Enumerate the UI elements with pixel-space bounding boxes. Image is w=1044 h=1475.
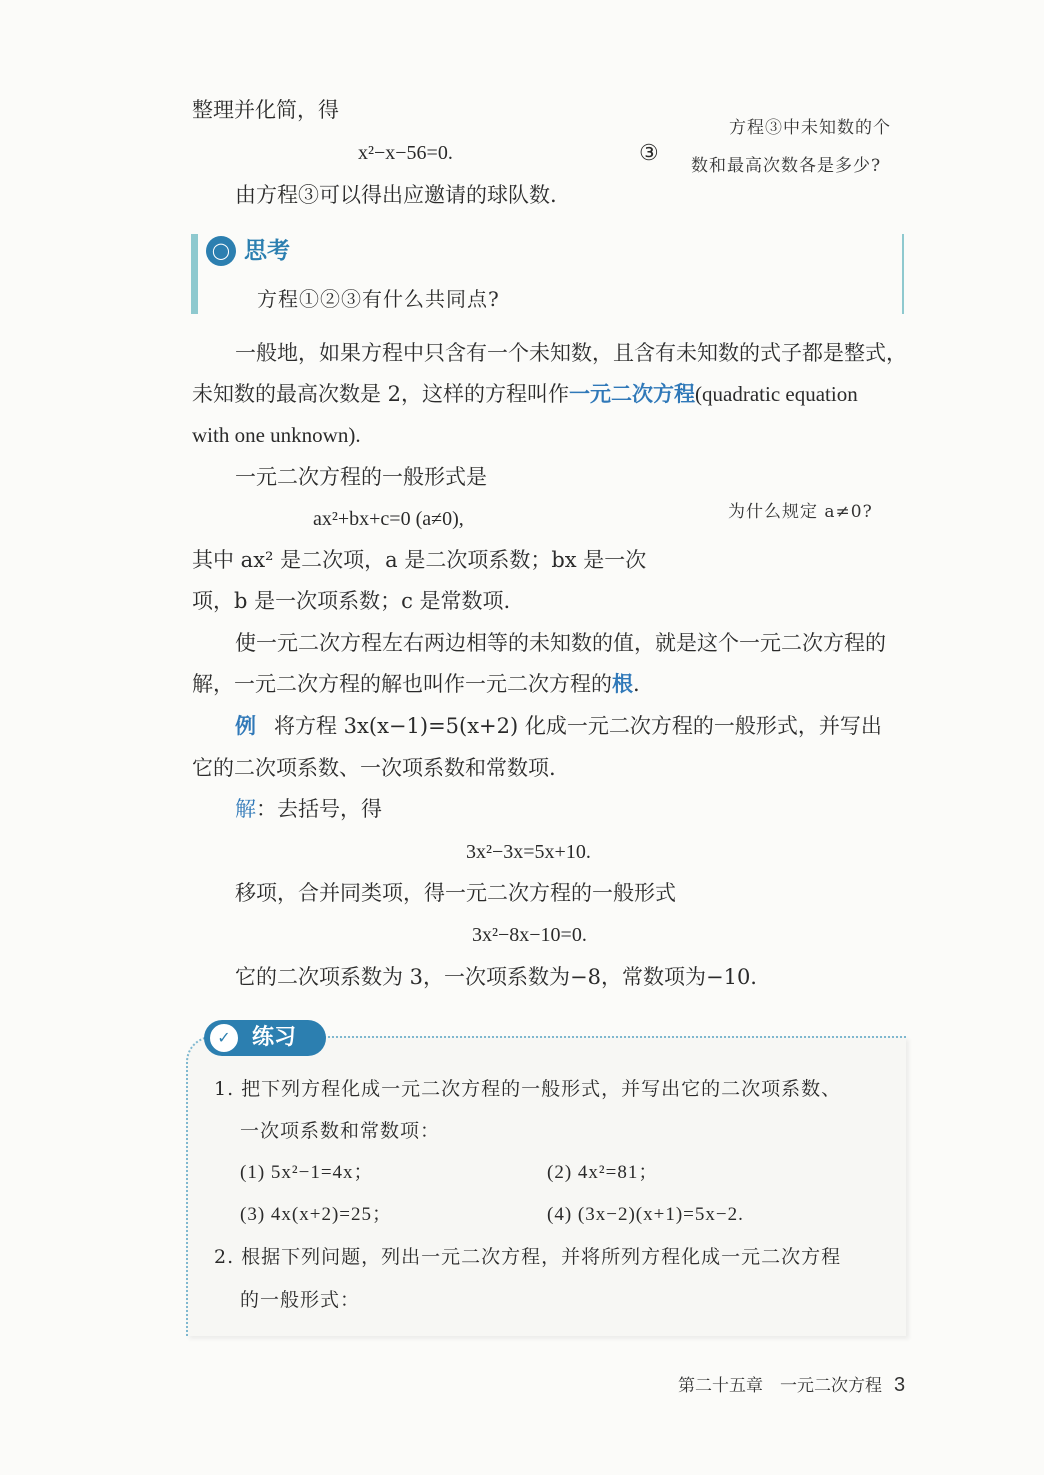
practice-item: (2) 4x²=81； xyxy=(547,1162,659,1183)
general-form-formula: ax²+bx+c=0 (a≠0), xyxy=(313,508,464,530)
solution-line: 它的二次项系数为 3，一次项系数为−8，常数项为−10. xyxy=(235,965,757,989)
definition-english: (quadratic equation xyxy=(695,382,858,406)
practice-question-1: 一次项系数和常数项： xyxy=(240,1120,441,1142)
solution-equation: 3x²−3x=5x+10. xyxy=(466,841,591,863)
example-text: 将方程 3x(x−1)=5(x+2) 化成一元二次方程的一般形式，并写出 xyxy=(274,714,882,738)
solution-equation: 3x²−8x−10=0. xyxy=(472,924,587,946)
definition-text: 未知数的最高次数是 2，这样的方程叫作 xyxy=(192,382,570,406)
general-form-desc: 其中 ax² 是二次项，a 是二次项系数；bx 是一次 xyxy=(192,548,647,572)
equation-3: x²−x−56=0. xyxy=(358,142,453,164)
practice-question-2: 的一般形式： xyxy=(240,1289,361,1311)
root-definition-line xyxy=(192,668,640,700)
general-form-intro: 一元二次方程的一般形式是 xyxy=(235,465,487,489)
practice-question-1: 1. 把下列方程化成一元二次方程的一般形式，并写出它的二次项系数、 xyxy=(214,1078,842,1100)
chapter-footer: 第二十五章 一元二次方程 xyxy=(678,1376,882,1396)
practice-item: (1) 5x²−1=4x； xyxy=(240,1162,374,1183)
think-title: 思考 xyxy=(244,238,290,264)
equation-tag: ③ xyxy=(639,140,659,165)
text-line: 由方程③可以得出应邀请的球队数. xyxy=(235,183,557,207)
practice-title: 练习 xyxy=(252,1025,297,1050)
think-box-bar xyxy=(191,234,198,314)
think-question: 方程①②③有什么共同点? xyxy=(257,287,500,311)
definition-line: with one unknown). xyxy=(192,423,361,447)
solution-label: 解 xyxy=(235,797,256,821)
example-line xyxy=(235,710,882,742)
text-line: 整理并化简，得 xyxy=(192,98,339,122)
solution-line: 移项，合并同类项，得一元二次方程的一般形式 xyxy=(235,881,676,905)
definition-line xyxy=(192,378,858,410)
think-box-border xyxy=(902,234,904,314)
example-line: 它的二次项系数、一次项系数和常数项. xyxy=(192,756,556,780)
general-form-desc: 项，b 是一次项系数；c 是常数项. xyxy=(192,589,511,613)
root-text: 解，一元二次方程的解也叫作一元二次方程的 xyxy=(192,672,612,696)
term-quadratic-equation: 一元二次方程 xyxy=(569,381,696,406)
page-number: 3 xyxy=(894,1374,906,1396)
margin-note: 方程③中未知数的个 xyxy=(729,118,891,138)
lightbulb-icon: ◯ xyxy=(206,236,236,266)
root-definition-line: 使一元二次方程左右两边相等的未知数的值，就是这个一元二次方程的 xyxy=(235,631,886,655)
pencil-check-icon: ✓ xyxy=(207,1021,241,1055)
margin-note: 为什么规定 a≠0? xyxy=(728,502,873,522)
root-text-end: . xyxy=(633,672,640,696)
solution-line xyxy=(235,793,382,825)
practice-item: (4) (3x−2)(x+1)=5x−2. xyxy=(547,1204,744,1225)
definition-line: 一般地，如果方程中只含有一个未知数，且含有未知数的式子都是整式， xyxy=(235,341,907,365)
practice-question-2: 2. 根据下列问题，列出一元二次方程，并将所列方程化成一元二次方程 xyxy=(214,1246,842,1268)
term-root: 根 xyxy=(612,671,633,696)
example-label: 例 xyxy=(235,713,256,738)
margin-note: 数和最高次数各是多少? xyxy=(691,156,882,176)
practice-item: (3) 4x(x+2)=25； xyxy=(240,1204,392,1225)
solution-text: ：去括号，得 xyxy=(256,797,382,821)
